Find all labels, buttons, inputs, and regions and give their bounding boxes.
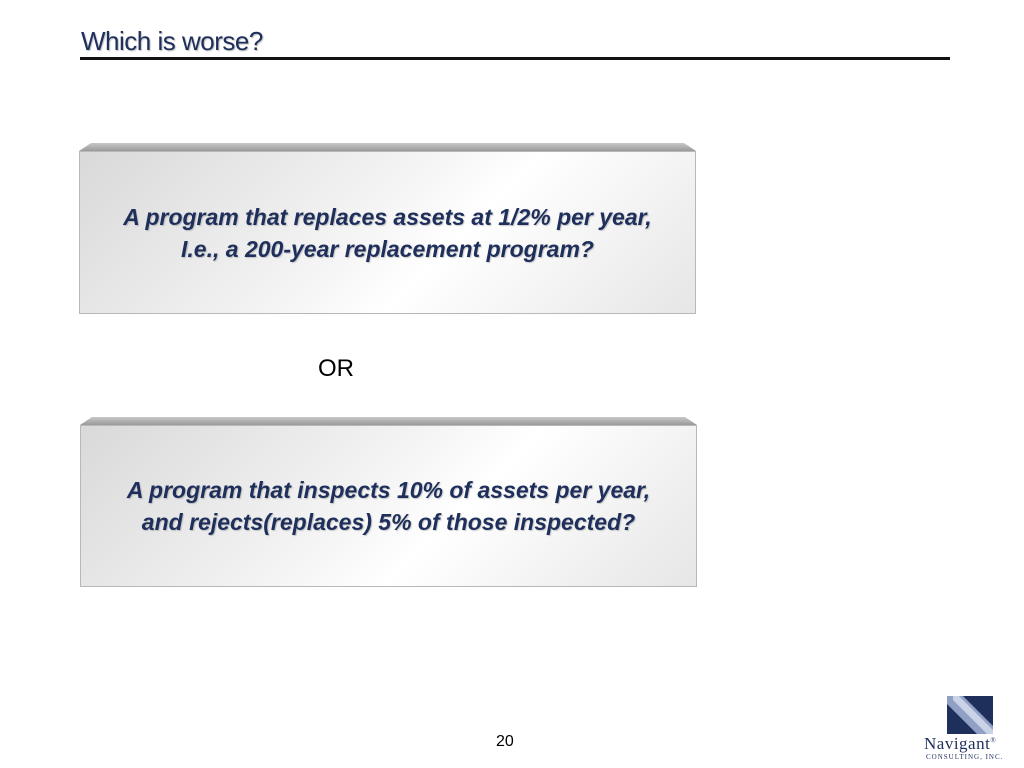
option-2-line-1: A program that inspects 10% of assets per year,: [126, 477, 651, 503]
slide-title: Which is worse?: [81, 26, 263, 56]
logo-wordmark: Navigant®: [924, 734, 997, 753]
option-1-text: [113, 201, 661, 265]
option-1-line-2: I.e., a 200-year replacement program?: [181, 235, 594, 262]
logo-subtitle: CONSULTING, INC.: [926, 753, 1004, 761]
option-2-text: [117, 474, 660, 538]
option-box-1: [79, 151, 696, 314]
option-2-line-2: and rejects(replaces) 5% of those inspected?: [141, 509, 636, 535]
option-1-line-1: A program that replaces assets at 1/2% per year,: [123, 203, 652, 230]
page-number: 20: [496, 733, 514, 750]
company-logo: [920, 688, 1020, 764]
navigant-logo-icon: [947, 696, 993, 734]
option-box-2: [80, 425, 697, 587]
title-underline: [80, 57, 950, 60]
or-separator: OR: [318, 355, 354, 382]
